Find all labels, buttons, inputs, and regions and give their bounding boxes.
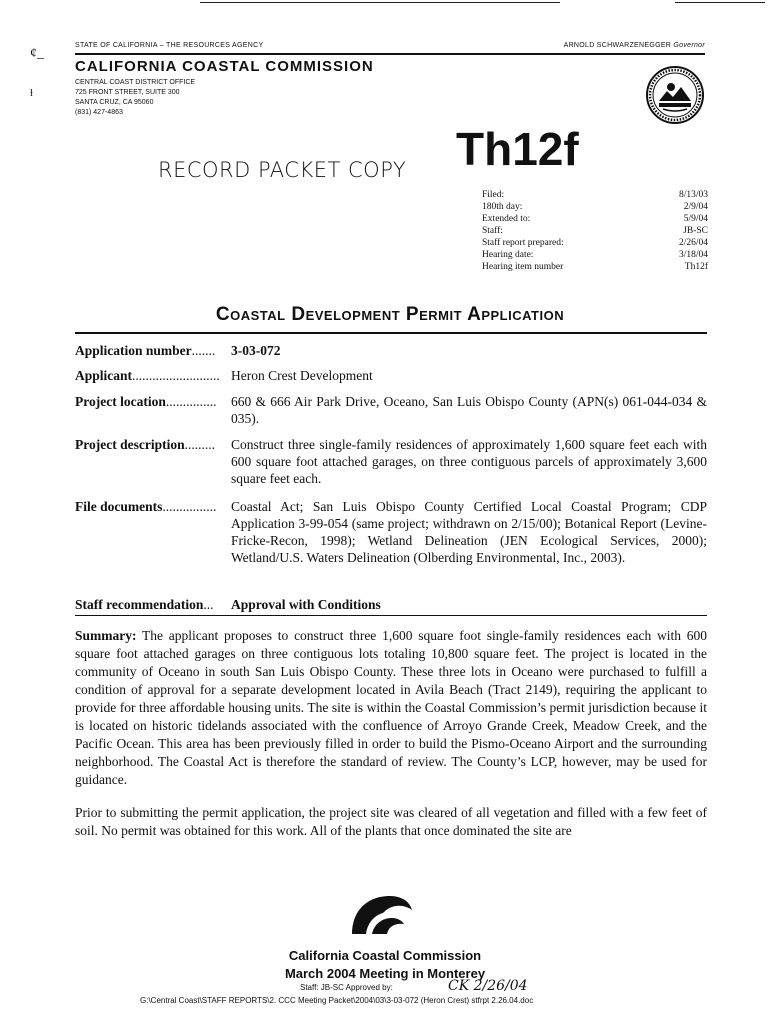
leader-dots: ............... bbox=[165, 394, 217, 409]
coastal-wave-logo-icon bbox=[346, 890, 414, 936]
filing-details-table bbox=[482, 189, 708, 273]
filing-label: Hearing date: bbox=[482, 250, 534, 260]
scan-artifact-line bbox=[675, 2, 765, 3]
scan-artifact-line bbox=[200, 2, 560, 3]
governor-title: Governor bbox=[673, 42, 705, 49]
summary-paragraph bbox=[75, 627, 707, 789]
detail-label bbox=[75, 498, 231, 515]
filing-row bbox=[482, 189, 708, 201]
section-rule bbox=[75, 615, 707, 616]
summary-label: Summary: bbox=[75, 628, 137, 643]
filing-label: Filed: bbox=[482, 190, 505, 200]
office-line: 725 FRONT STREET, SUITE 300 bbox=[75, 89, 180, 96]
detail-label-text: Project description bbox=[75, 437, 185, 452]
filing-row bbox=[482, 225, 708, 237]
filing-value: 2/9/04 bbox=[683, 202, 708, 212]
detail-row-project-location bbox=[75, 393, 707, 427]
leader-dots: ................ bbox=[162, 499, 217, 514]
filing-row bbox=[482, 213, 708, 225]
filing-row bbox=[482, 261, 708, 273]
margin-mark: ɫ bbox=[30, 88, 33, 99]
detail-row-project-description bbox=[75, 436, 707, 487]
detail-label-text: Applicant bbox=[75, 368, 133, 383]
detail-value: Construct three single-family residences of approximately 1,600 square feet each with 600 square foot attached garages, on three contiguous parcels of approximately 3,600 square feet each. bbox=[231, 437, 707, 486]
filing-value: 2/26/04 bbox=[678, 238, 708, 248]
commission-name: CALIFORNIA COASTAL COMMISSION bbox=[75, 58, 374, 75]
filing-label: Staff report prepared: bbox=[482, 238, 564, 248]
filing-label: Hearing item number bbox=[482, 262, 564, 272]
filing-row bbox=[482, 237, 708, 249]
detail-row-file-documents bbox=[75, 498, 707, 566]
filing-label: Staff: bbox=[482, 226, 503, 236]
governor-name: ARNOLD SCHWARZENEGGER bbox=[563, 42, 672, 49]
detail-value: Heron Crest Development bbox=[231, 368, 373, 383]
detail-label bbox=[75, 436, 231, 453]
detail-label bbox=[75, 596, 231, 613]
detail-label bbox=[75, 367, 231, 384]
filing-value: Th12f bbox=[684, 262, 708, 272]
footer-organization: California Coastal Commission bbox=[288, 948, 482, 963]
leader-dots: .......................... bbox=[132, 368, 220, 383]
leader-dots: ... bbox=[203, 597, 214, 612]
body-paragraph: Prior to submitting the permit application, the project site was cleared of all vegetation and filled with a few feet of soil. No permit was obtained for this work. All of the plants that once dominated the site are bbox=[75, 805, 707, 838]
document-heading: Coastal Development Permit Application bbox=[215, 304, 565, 325]
leader-dots: ....... bbox=[191, 343, 216, 358]
detail-value: Approval with Conditions bbox=[231, 597, 381, 612]
detail-label-text: Staff recommendation bbox=[75, 597, 204, 612]
detail-value: Coastal Act; San Luis Obispo County Certified Local Coastal Program; CDP Application 3-99-054 (same project; withdrawn on 2/15/00); Botanical Report (Levine-Fricke-Recon, 1998); Wetland Delineation (JEN Ecological Services, 2000); Wetland/U.S. Waters Delineation (Olberding Environmental, Inc., 2003). bbox=[231, 499, 707, 565]
detail-row-applicant bbox=[75, 367, 707, 384]
filing-value: 3/18/04 bbox=[678, 250, 708, 260]
detail-label bbox=[75, 342, 231, 359]
leader-dots: ......... bbox=[184, 437, 215, 452]
agency-name: STATE OF CALIFORNIA – THE RESOURCES AGENCY bbox=[75, 42, 264, 49]
governor-credit bbox=[564, 42, 705, 49]
heading-rule bbox=[75, 332, 707, 334]
summary-text: The applicant proposes to construct three 1,600 square foot single-family residences each with 600 square foot attached garages on three contiguous lots totaling 10,800 square feet. The project is located in the community of Oceano in south San Luis Obispo County. These three lots in Oceano were purchased to fulfill a condition of approval for a separate development located in Avila Beach (Tract 2149), requiring the applicant to provide for three affordable housing units. The site is within the Coastal Commission’s permit jurisdiction because it is located on historic tidelands associated with the confluence of Arroyo Grande Creek, Meadow Creek, and the Pacific Ocean. This area has been previously filled in order to build the Pismo-Oceano Airport and the surrounding neighborhood. The Coastal Act is therefore the standard of review. The County’s LCP, however, may be used for guidance. bbox=[75, 628, 707, 787]
detail-label-text: Application number bbox=[75, 343, 192, 358]
office-line: CENTRAL COAST DISTRICT OFFICE bbox=[75, 79, 196, 86]
detail-label-text: Project location bbox=[75, 394, 166, 409]
detail-label-text: File documents bbox=[75, 499, 163, 514]
approval-signature: CK 2/26/04 bbox=[448, 978, 528, 994]
margin-mark: ȼ_ bbox=[30, 46, 44, 61]
office-line: SANTA CRUZ, CA 95060 bbox=[75, 99, 154, 106]
record-packet-stamp: RECORD PACKET COPY bbox=[158, 158, 407, 182]
detail-value: 660 & 666 Air Park Drive, Oceano, San Luis Obispo County (APN(s) 061-044-034 & 035). bbox=[231, 394, 707, 426]
filing-value: 8/13/03 bbox=[678, 190, 708, 200]
office-address bbox=[75, 78, 195, 118]
filing-row bbox=[482, 249, 708, 261]
filing-row bbox=[482, 201, 708, 213]
detail-label bbox=[75, 393, 231, 410]
filing-label: 180th day: bbox=[482, 202, 523, 212]
agency-line bbox=[75, 42, 705, 49]
filing-label: Extended to: bbox=[482, 214, 531, 224]
agenda-item-code: Th12f bbox=[456, 123, 579, 175]
file-path: G:\Central Coast\STAFF REPORTS\2. CCC Meeting Packet\2004\03\3-03-072 (Heron Crest) stfrpt 2.26.04.doc bbox=[140, 996, 534, 1005]
detail-row-staff-recommendation bbox=[75, 596, 707, 613]
filing-value: 5/9/04 bbox=[683, 214, 708, 224]
header-rule bbox=[75, 53, 705, 55]
state-seal-icon bbox=[645, 65, 705, 125]
detail-row-application-number bbox=[75, 342, 707, 359]
office-line: (831) 427-4863 bbox=[75, 109, 123, 116]
footer-staff-line: Staff: JB-SC Approved by: bbox=[300, 983, 393, 992]
footer-meeting: March 2004 Meeting in Monterey bbox=[284, 966, 486, 981]
filing-value: JB-SC bbox=[683, 226, 708, 236]
detail-value: 3-03-072 bbox=[231, 343, 281, 358]
